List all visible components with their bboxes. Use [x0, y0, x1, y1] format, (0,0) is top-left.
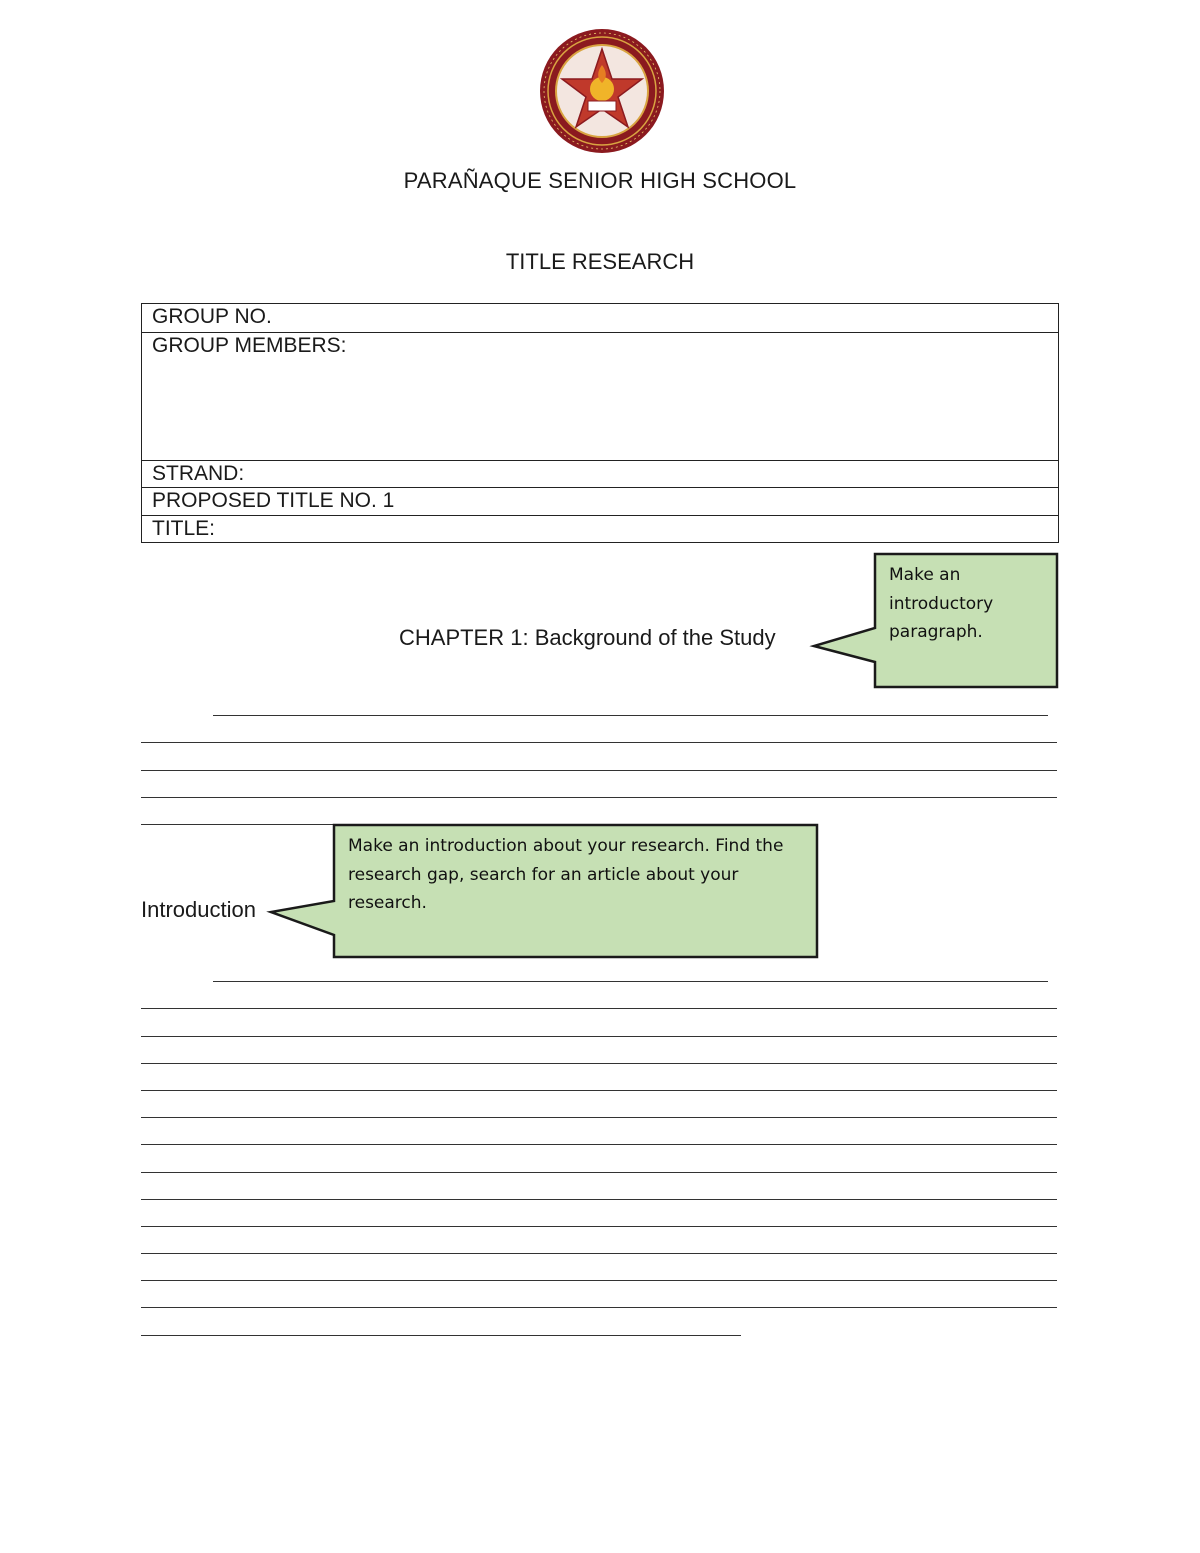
introduction-callout-text: Make an introduction about your research. Find the research gap, search for an article about your research.	[348, 836, 784, 913]
introduction-label: Introduction	[141, 897, 256, 922]
group-info-table	[141, 303, 1059, 543]
document-title: TITLE RESEARCH	[505, 249, 695, 274]
table-row	[142, 516, 1059, 543]
chapter-callout-text: Make an introductory paragraph.	[889, 565, 994, 642]
group-no-label: GROUP NO.	[142, 304, 1059, 333]
table-row	[142, 488, 1059, 516]
school-name: PARAÑAQUE SENIOR HIGH SCHOOL	[403, 168, 797, 193]
writing-lines-background	[141, 689, 1057, 825]
title-label: TITLE:	[142, 516, 1059, 543]
proposed-title-label: PROPOSED TITLE NO. 1	[142, 488, 1059, 516]
writing-lines-introduction	[141, 955, 1057, 1336]
chapter-heading: CHAPTER 1: Background of the Study	[399, 625, 776, 650]
strand-label: STRAND:	[142, 461, 1059, 488]
table-row	[142, 461, 1059, 488]
group-members-label: GROUP MEMBERS:	[142, 333, 1059, 461]
table-row	[142, 304, 1059, 333]
school-seal-icon	[538, 27, 666, 155]
table-row	[142, 333, 1059, 461]
